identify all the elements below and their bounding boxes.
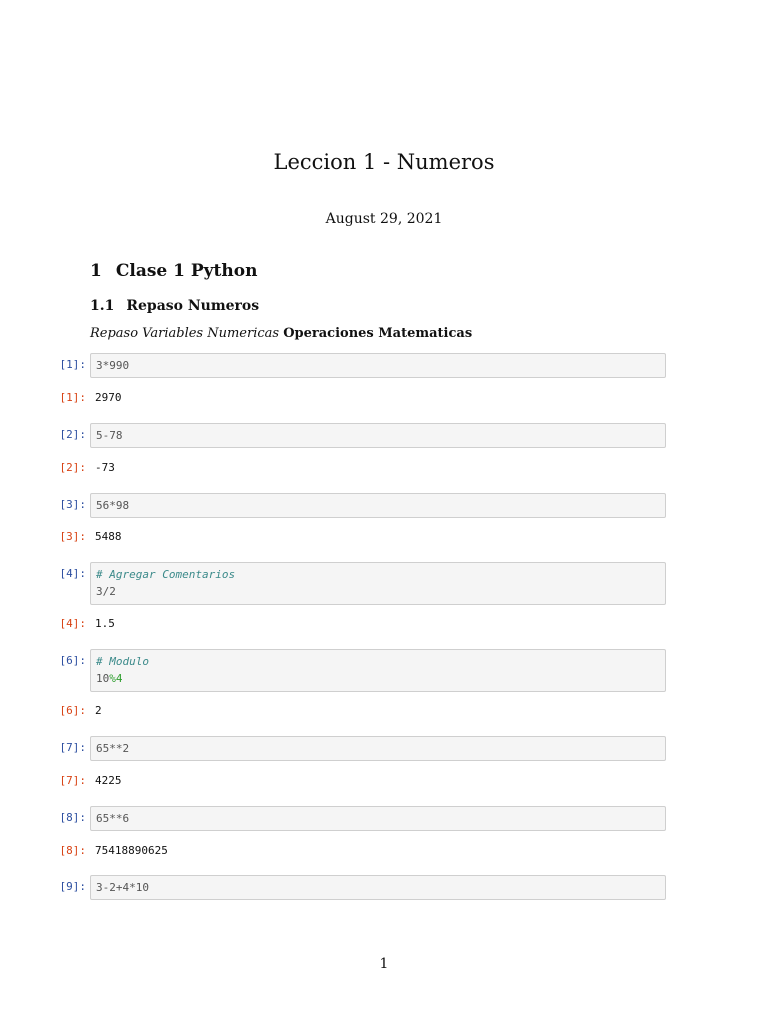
code-line: 5-78 (96, 429, 123, 442)
subsection-title: Repaso Numeros (126, 298, 260, 314)
output-prompt: [2]: (59, 461, 86, 474)
output-prompt: [3]: (59, 530, 86, 543)
code-editor[interactable] (90, 649, 666, 692)
code-line: 56*98 (96, 499, 130, 512)
code-editor[interactable] (90, 493, 666, 518)
input-prompt: [1]: (59, 358, 86, 371)
code-editor[interactable] (90, 736, 666, 761)
input-prompt: [7]: (59, 741, 86, 754)
subsection-heading (90, 298, 259, 314)
code-line: 3/2 (96, 585, 116, 598)
document-title: Leccion 1 - Numeros (273, 150, 495, 174)
code-editor[interactable] (90, 806, 666, 831)
code-line: 3*990 (96, 359, 130, 372)
output-prompt: [6]: (59, 704, 86, 717)
code-line: 3-2+4*10 (96, 881, 149, 894)
input-prompt: [4]: (59, 567, 86, 580)
section-heading (90, 261, 257, 281)
output-text: 4225 (95, 774, 122, 787)
subsection-number: 1.1 (90, 298, 115, 314)
code-editor[interactable] (90, 562, 666, 605)
output-text: 2 (95, 704, 102, 717)
code-editor[interactable] (90, 875, 666, 900)
code-comment: # Agregar Comentarios (96, 568, 236, 581)
output-prompt: [7]: (59, 774, 86, 787)
output-text: -73 (95, 461, 115, 474)
input-prompt: [6]: (59, 654, 86, 667)
input-prompt: [3]: (59, 498, 86, 511)
code-line: 65**6 (96, 812, 130, 825)
code-operator: % (109, 672, 116, 685)
output-prompt: [8]: (59, 844, 86, 857)
page-number: 1 (379, 956, 389, 972)
output-prompt: [4]: (59, 617, 86, 630)
output-text: 5488 (95, 530, 122, 543)
output-text: 75418890625 (95, 844, 168, 857)
section-number: 1 (90, 261, 102, 281)
input-prompt: [8]: (59, 811, 86, 824)
output-text: 2970 (95, 391, 122, 404)
code-comment: # Modulo (96, 655, 149, 668)
output-text: 1.5 (95, 617, 115, 630)
section-title: Clase 1 Python (115, 261, 258, 281)
intro-italic-text: Repaso Variables Numericas (90, 326, 280, 341)
code-editor[interactable] (90, 353, 666, 378)
code-operand: 4 (115, 672, 123, 685)
intro-paragraph (90, 326, 472, 341)
intro-bold-text: Operaciones Matematicas (283, 326, 473, 341)
output-prompt: [1]: (59, 391, 86, 404)
code-operand: 10 (96, 672, 110, 685)
document-date: August 29, 2021 (325, 211, 443, 227)
code-editor[interactable] (90, 423, 666, 448)
code-line (96, 670, 660, 687)
code-line: 65**2 (96, 742, 130, 755)
input-prompt: [2]: (59, 428, 86, 441)
input-prompt: [9]: (59, 880, 86, 893)
